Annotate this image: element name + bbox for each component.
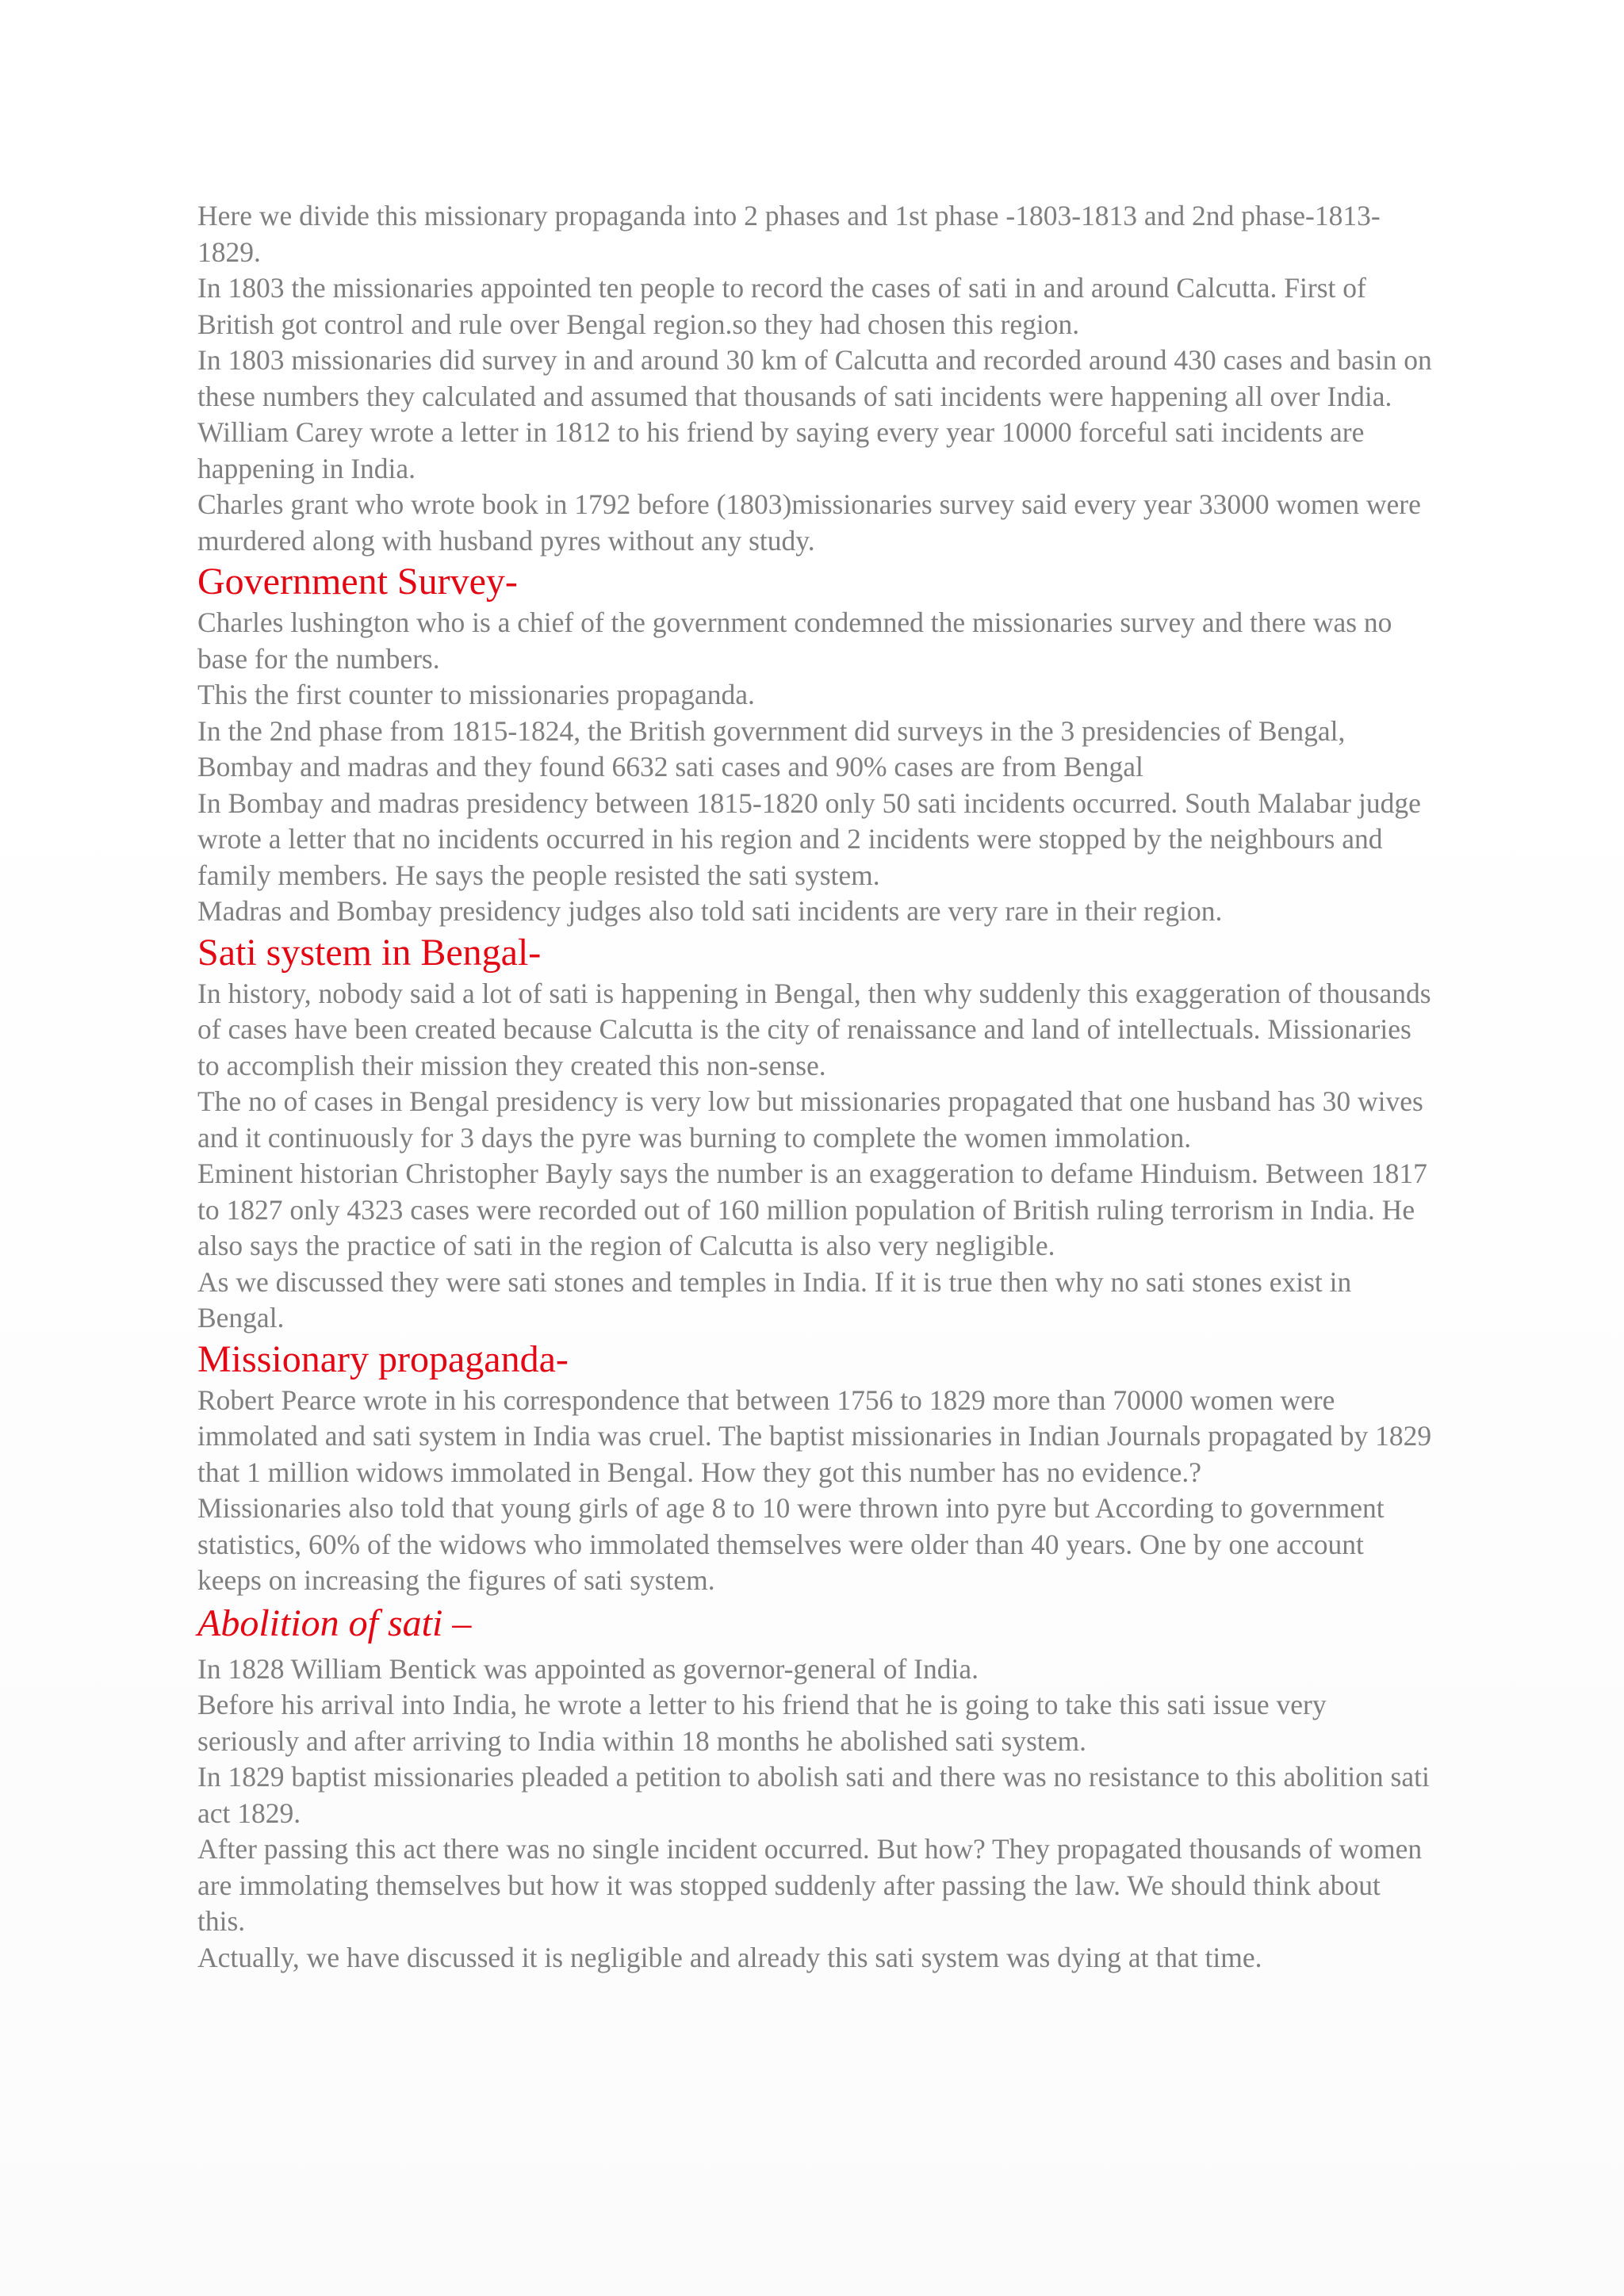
section-heading-suffix: –: [442, 1601, 472, 1644]
section-heading-sati-system-in-bengal: Sati system in Bengal-: [197, 931, 542, 974]
paragraph: Madras and Bombay presidency judges also told sati incidents are very rare in their region.: [197, 895, 1223, 927]
section-heading-government-survey: Government Survey-: [197, 561, 518, 603]
paragraph: As we discussed they were sati stones and temples in India. If it is true then why no sati stones exist in Bengal.: [197, 1265, 1352, 1334]
section-heading-abolition-of-sati: [197, 1601, 1434, 1647]
paragraph: Robert Pearce wrote in his correspondence that between 1756 to 1829 more than 70000 women were immolated and sati system in India was cruel. The baptist missionaries in Indian Journals propagated by 1829 that 1 million widows immolated in Bengal. How they got this number has no evidence.?: [197, 1383, 1432, 1488]
paragraph: Before his arrival into India, he wrote a letter to his friend that he is going to take this sati issue very seriously and after arriving to India within 18 months he abolished sati system.: [197, 1689, 1327, 1757]
paragraph: In Bombay and madras presidency between 1815-1820 only 50 sati incidents occurred. South Malabar judge wrote a letter that no incidents occurred in his region and 2 incidents were stopped by the neighbours and family members. He says the people resisted the sati system.: [197, 786, 1421, 891]
paragraph: Actually, we have discussed it is negligible and already this sati system was dying at that time.: [197, 1941, 1262, 1973]
paragraph: In 1828 William Bentick was appointed as governor-general of India.: [197, 1652, 979, 1685]
paragraph: In 1803 missionaries did survey in and around 30 km of Calcutta and recorded around 430 cases and basin on these numbers they calculated and assumed that thousands of sati incidents were happening all over India. William Carey wrote a letter in 1812 to his friend by saying every year 10000 forceful sati incidents are happening in India.: [197, 344, 1432, 484]
paragraph: In 1829 baptist missionaries pleaded a petition to abolish sati and there was no resistance to this abolition sati act 1829.: [197, 1761, 1430, 1829]
section-heading-text: Abolition of sati: [197, 1601, 443, 1644]
paragraph: Eminent historian Christopher Bayly says the number is an exaggeration to defame Hinduism. Between 1817 to 1827 only 4323 cases were recorded out of 160 million population of British ruling terrorism in India. He also says the practice of sati in the region of Calcutta is also very negligible.: [197, 1158, 1427, 1261]
paragraph: After passing this act there was no single incident occurred. But how? They propagated thousands of women are immolating themselves but how it was stopped suddenly after passing the law. We should think about this.: [197, 1833, 1423, 1937]
paragraph: This the first counter to missionaries propaganda.: [197, 679, 755, 710]
paragraph: Charles lushington who is a chief of the government condemned the missionaries survey and there was no base for the numbers.: [197, 607, 1392, 675]
paragraph: Here we divide this missionary propaganda into 2 phases and 1st phase -1803-1813 and 2nd phase-1813-1829.: [197, 200, 1381, 268]
document-body: [197, 198, 1434, 1976]
paragraph: In the 2nd phase from 1815-1824, the British government did surveys in the 3 presidencies of Bengal, Bombay and madras and they found 6632 sati cases and 90% cases are from Bengal: [197, 714, 1346, 783]
paragraph: Charles grant who wrote book in 1792 before (1803)missionaries survey said every year 33000 women were murdered along with husband pyres without any study.: [197, 488, 1421, 557]
paragraph: In history, nobody said a lot of sati is happening in Bengal, then why suddenly this exaggeration of thousands of cases have been created because Calcutta is the city of renaissance and land of intellectuals. Missionaries to accomplish their mission they created this non-sense.: [197, 977, 1431, 1081]
paragraph: Missionaries also told that young girls of age 8 to 10 were thrown into pyre but According to government statistics, 60% of the widows who immolated themselves were older than 40 years. One by one account keeps on increasing the figures of sati system.: [197, 1492, 1385, 1596]
section-heading-missionary-propaganda: Missionary propaganda-: [197, 1337, 569, 1380]
paragraph: The no of cases in Bengal presidency is very low but missionaries propagated that one husband has 30 wives and it continuously for 3 days the pyre was burning to complete the women immolation.: [197, 1085, 1423, 1154]
paragraph: In 1803 the missionaries appointed ten people to record the cases of sati in and around Calcutta. First of British got control and rule over Bengal region.so they had chosen this region.: [197, 272, 1366, 340]
